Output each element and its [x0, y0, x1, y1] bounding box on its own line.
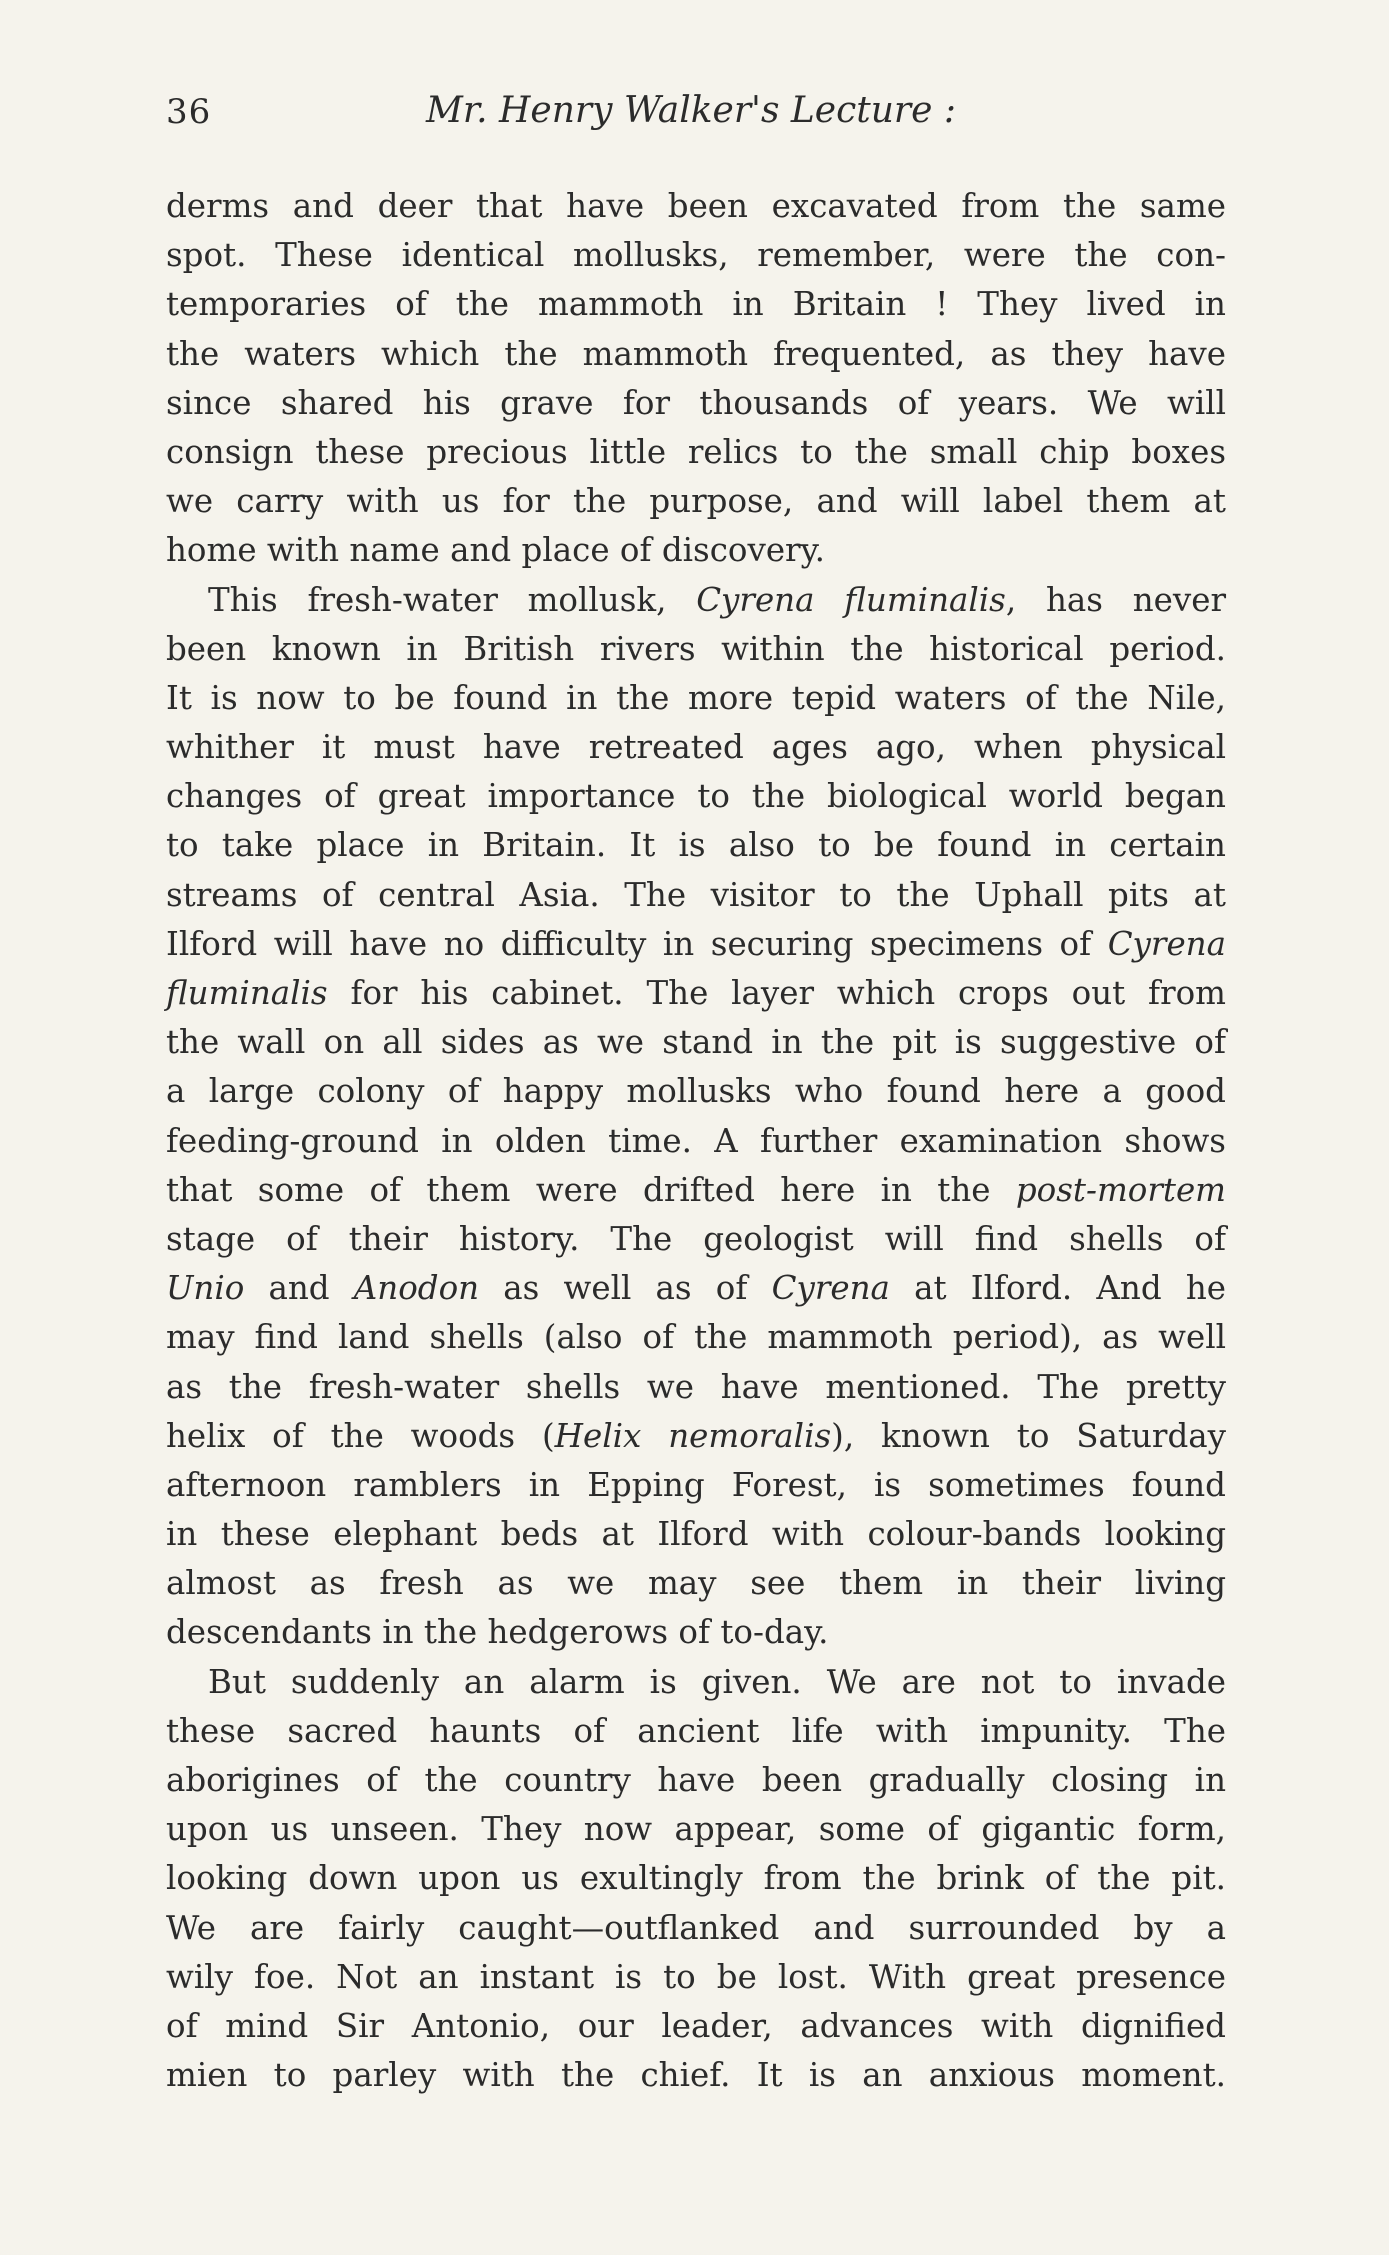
text-line: stage of their history. The geologist will find shells of — [166, 1219, 1226, 1258]
text-line: that some of them were drifted here in the post-mortem — [166, 1170, 1226, 1209]
text-line: It is now to be found in the more tepid waters of the Nile, — [166, 678, 1226, 717]
body-text — [166, 182, 1226, 2100]
text-line: helix of the woods (Helix nemoralis), known to Saturday — [166, 1416, 1227, 1455]
text-line: as the fresh-water shells we have mentioned. The pretty — [166, 1367, 1226, 1406]
text-line: temporaries of the mammoth in Britain ! They lived in — [166, 285, 1226, 324]
text-line: Ilford will have no difficulty in securing specimens of Cyrena — [166, 924, 1226, 963]
page-header — [166, 84, 1226, 144]
page-number: 36 — [166, 92, 212, 132]
text-line: wily foe. Not an instant is to be lost. With great presence — [166, 1957, 1226, 1996]
text-line: we carry with us for the purpose, and will label them at — [166, 482, 1226, 521]
text-line: whither it must have retreated ages ago, when physical — [166, 728, 1226, 767]
text-line: looking down upon us exultingly from the brink of the pit. — [166, 1859, 1226, 1898]
running-head: Mr. Henry Walker's Lecture : — [426, 90, 956, 131]
text-line: a large colony of happy mollusks who found here a good — [166, 1072, 1226, 1111]
text-line: home with name and place of discovery. — [166, 531, 825, 570]
text-line: of mind Sir Antonio, our leader, advances with dignified — [166, 2006, 1226, 2045]
text-line: in these elephant beds at Ilford with colour-bands looking — [166, 1515, 1226, 1554]
text-line: streams of central Asia. The visitor to the Uphall pits at — [166, 875, 1226, 914]
text-line: may find land shells (also of the mammoth period), as well — [166, 1318, 1226, 1357]
text-line: afternoon ramblers in Epping Forest, is sometimes found — [166, 1465, 1226, 1504]
text-line: But suddenly an alarm is given. We are not to invade — [208, 1662, 1226, 1701]
text-line: been known in British rivers within the historical period. — [166, 629, 1226, 668]
text-line: spot. These identical mollusks, remember, were the con- — [166, 236, 1226, 275]
text-line: This fresh-water mollusk, Cyrena fluminalis, has never — [208, 580, 1226, 619]
text-line: Unio and Anodon as well as of Cyrena at Ilford. And he — [166, 1269, 1226, 1308]
text-line: the waters which the mammoth frequented, as they have — [166, 334, 1226, 373]
text-line: consign these precious little relics to the small chip boxes — [166, 432, 1226, 471]
text-line: descendants in the hedgerows of to-day. — [166, 1613, 829, 1652]
text-line: to take place in Britain. It is also to be found in certain — [166, 826, 1226, 865]
text-line: since shared his grave for thousands of years. We will — [166, 383, 1226, 422]
text-line: almost as fresh as we may see them in their living — [166, 1564, 1226, 1603]
text-line: these sacred haunts of ancient life with impunity. The — [166, 1711, 1226, 1750]
text-line: aborigines of the country have been gradually closing in — [166, 1761, 1226, 1799]
text-line: We are fairly caught—outflanked and surrounded by a — [166, 1908, 1226, 1947]
text-line: the wall on all sides as we stand in the pit is suggestive of — [166, 1023, 1226, 1062]
text-line: upon us unseen. They now appear, some of gigantic form, — [166, 1810, 1226, 1849]
text-line: derms and deer that have been excavated from the same — [166, 187, 1226, 225]
text-line: mien to parley with the chief. It is an anxious moment. — [166, 2056, 1226, 2095]
text-line: changes of great importance to the biological world began — [166, 777, 1226, 816]
text-line: fluminalis for his cabinet. The layer which crops out from — [166, 974, 1226, 1012]
text-line: feeding-ground in olden time. A further examination shows — [166, 1121, 1226, 1160]
